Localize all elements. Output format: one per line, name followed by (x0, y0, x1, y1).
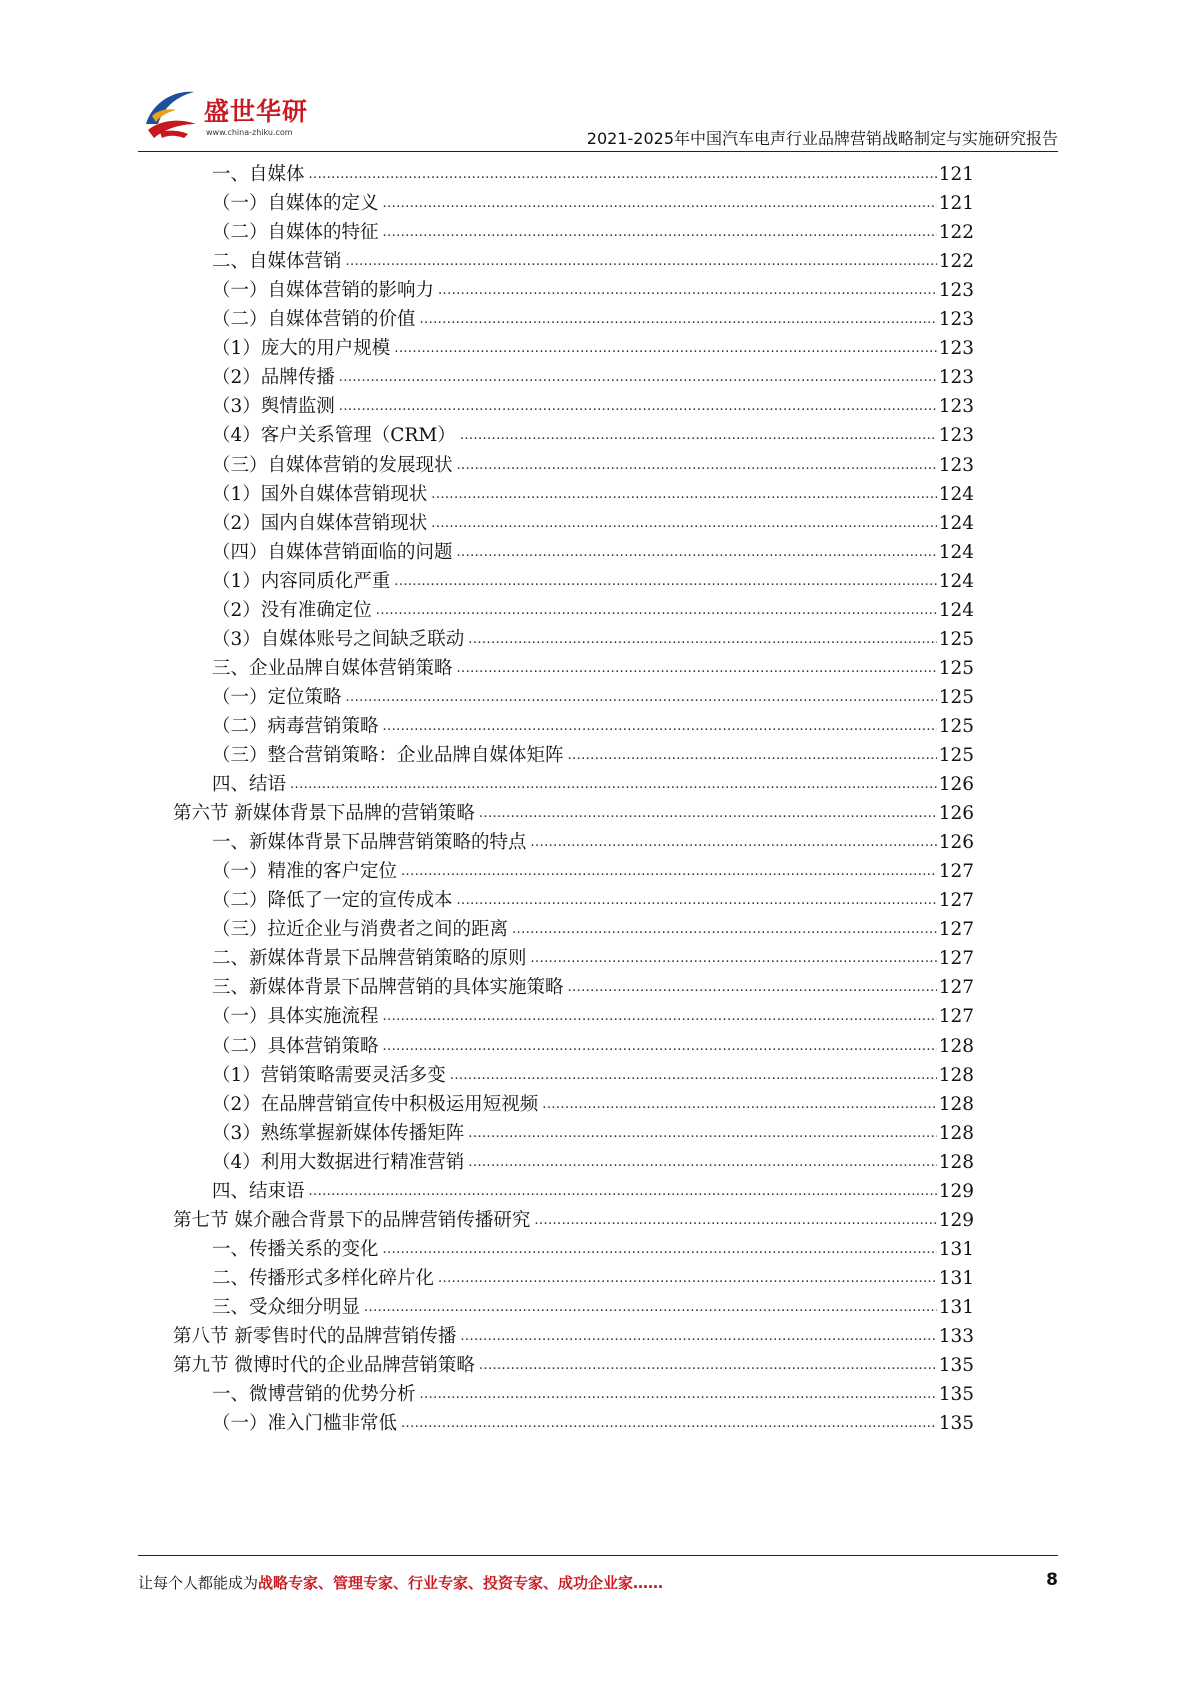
page-number: 8 (1046, 1570, 1058, 1590)
toc-dot-leader (457, 538, 937, 567)
toc-entry[interactable] (212, 770, 974, 799)
toc-entry-page: 131 (938, 1268, 974, 1289)
toc-entry-page: 127 (938, 1006, 974, 1027)
toc-dot-leader (383, 1032, 937, 1061)
toc-entry-title: （一）自媒体营销的影响力 (212, 280, 435, 301)
toc-entry[interactable] (212, 1119, 974, 1148)
toc-dot-leader (401, 857, 937, 886)
toc-dot-leader (568, 741, 937, 770)
toc-dot-leader (420, 305, 937, 334)
toc-dot-leader (457, 451, 937, 480)
toc-entry-title: 二、自媒体营销 (212, 251, 342, 272)
toc-entry[interactable] (212, 828, 974, 857)
toc-entry-page: 129 (938, 1210, 974, 1231)
toc-entry[interactable] (212, 160, 974, 189)
toc-dot-leader (431, 480, 936, 509)
toc-entry-page: 124 (938, 513, 974, 534)
toc-entry[interactable] (212, 247, 974, 276)
toc-dot-leader (531, 944, 937, 973)
toc-entry[interactable] (212, 509, 974, 538)
page-header (138, 78, 1058, 150)
toc-entry-page: 127 (938, 890, 974, 911)
toc-entry-title: （二）病毒营销策略 (212, 716, 379, 737)
toc-entry[interactable] (212, 1177, 974, 1206)
toc-entry-title: 一、传播关系的变化 (212, 1239, 379, 1260)
header-divider (138, 151, 1058, 152)
toc-entry-title: （一）精准的客户定位 (212, 861, 398, 882)
toc-entry[interactable] (212, 944, 974, 973)
toc-dot-leader (309, 160, 937, 189)
toc-entry-title: （二）自媒体的特征 (212, 222, 379, 243)
toc-dot-leader (383, 1002, 937, 1031)
toc-entry-title: （二）降低了一定的宣传成本 (212, 890, 453, 911)
toc-entry-page: 133 (938, 1326, 974, 1347)
toc-entry-title: （三）自媒体营销的发展现状 (212, 455, 453, 476)
toc-entry-page: 128 (938, 1065, 974, 1086)
toc-entry-title: （1）内容同质化严重 (212, 571, 391, 592)
toc-dot-leader (383, 189, 937, 218)
toc-entry-page: 121 (938, 193, 974, 214)
toc-dot-leader (512, 915, 937, 944)
toc-entry-page: 123 (938, 309, 974, 330)
toc-entry-title: 一、新媒体背景下品牌营销策略的特点 (212, 832, 527, 853)
toc-entry[interactable] (212, 886, 974, 915)
toc-entry-page: 126 (938, 774, 974, 795)
toc-entry-page: 124 (938, 600, 974, 621)
logo-website: www.china-zhiku.com (206, 128, 293, 137)
toc-dot-leader (420, 1380, 937, 1409)
company-logo (138, 78, 308, 146)
toc-entry[interactable] (212, 363, 974, 392)
toc-entry[interactable] (212, 334, 974, 363)
toc-dot-leader (438, 276, 937, 305)
toc-entry-page: 127 (938, 977, 974, 998)
toc-entry-title: 四、结束语 (212, 1181, 305, 1202)
toc-entry[interactable] (212, 857, 974, 886)
toc-entry-title: 四、结语 (212, 774, 287, 795)
toc-entry-page: 135 (938, 1355, 974, 1376)
toc-entry-page: 123 (938, 396, 974, 417)
toc-entry[interactable] (212, 567, 974, 596)
footer-divider (138, 1555, 1058, 1556)
toc-entry-title: （三）拉近企业与消费者之间的距离 (212, 919, 509, 940)
toc-entry-page: 135 (938, 1413, 974, 1434)
toc-dot-leader (401, 1409, 937, 1438)
toc-entry-title: 第八节 新零售时代的品牌营销传播 (173, 1326, 457, 1347)
toc-dot-leader (394, 334, 936, 363)
toc-entry[interactable] (212, 451, 974, 480)
toc-entry-title: （一）定位策略 (212, 687, 342, 708)
toc-entry-title: 第六节 新媒体背景下品牌的营销策略 (173, 803, 475, 824)
toc-entry[interactable] (212, 1002, 974, 1031)
toc-entry-page: 125 (938, 745, 974, 766)
toc-entry-title: （3）熟练掌握新媒体传播矩阵 (212, 1123, 465, 1144)
toc-entry[interactable] (212, 218, 974, 247)
toc-entry-page: 126 (938, 803, 974, 824)
toc-entry-title: （4）客户关系管理（CRM） (212, 425, 456, 446)
toc-entry[interactable] (212, 538, 974, 567)
toc-entry-title: 一、微博营销的优势分析 (212, 1384, 416, 1405)
toc-entry-title: （三）整合营销策略：企业品牌自媒体矩阵 (212, 745, 564, 766)
toc-entry-page: 128 (938, 1123, 974, 1144)
toc-entry[interactable] (212, 625, 974, 654)
slogan-highlight: 战略专家、管理专家、行业专家、投资专家、成功企业家…… (258, 1574, 664, 1592)
toc-entry-title: （3）自媒体账号之间缺乏联动 (212, 629, 465, 650)
logo-emblem-icon (138, 80, 202, 144)
toc-dot-leader (309, 1177, 937, 1206)
toc-entry-title: （2）没有准确定位 (212, 600, 372, 621)
toc-dot-leader (468, 1119, 936, 1148)
toc-entry[interactable] (212, 712, 974, 741)
toc-entry-title: 第九节 微博时代的企业品牌营销策略 (173, 1355, 475, 1376)
toc-entry[interactable] (212, 1032, 974, 1061)
toc-entry-title: 一、自媒体 (212, 164, 305, 185)
toc-entry[interactable] (212, 392, 974, 421)
toc-entry-title: （二）自媒体营销的价值 (212, 309, 416, 330)
toc-entry-page: 128 (938, 1152, 974, 1173)
toc-dot-leader (346, 683, 937, 712)
document-title: 2021-2025年中国汽车电声行业品牌营销战略制定与实施研究报告 (586, 129, 1058, 148)
toc-entry[interactable] (212, 1235, 974, 1264)
toc-dot-leader (479, 799, 937, 828)
toc-dot-leader (450, 1061, 937, 1090)
toc-entry[interactable] (212, 1061, 974, 1090)
toc-entry-title: 三、新媒体背景下品牌营销的具体实施策略 (212, 977, 564, 998)
toc-entry[interactable] (212, 596, 974, 625)
toc-entry[interactable] (212, 305, 974, 334)
toc-entry[interactable] (212, 1264, 974, 1293)
toc-entry-page: 124 (938, 571, 974, 592)
toc-dot-leader (542, 1090, 936, 1119)
toc-entry-title: （2）品牌传播 (212, 367, 335, 388)
toc-entry-title: （四）自媒体营销面临的问题 (212, 542, 453, 563)
toc-entry-page: 122 (938, 251, 974, 272)
toc-entry[interactable] (212, 1148, 974, 1177)
toc-entry-title: （1）庞大的用户规模 (212, 338, 391, 359)
toc-dot-leader (479, 1351, 937, 1380)
toc-entry[interactable] (212, 480, 974, 509)
toc-entry[interactable] (212, 421, 974, 450)
toc-dot-leader (460, 421, 937, 450)
toc-entry-page: 123 (938, 425, 974, 446)
toc-entry[interactable] (212, 973, 974, 1002)
toc-entry-page: 124 (938, 484, 974, 505)
toc-entry-title: 二、新媒体背景下品牌营销策略的原则 (212, 948, 527, 969)
toc-entry-page: 135 (938, 1384, 974, 1405)
toc-entry-title: （4）利用大数据进行精准营销 (212, 1152, 465, 1173)
toc-entry-page: 131 (938, 1239, 974, 1260)
toc-entry-title: （1）国外自媒体营销现状 (212, 484, 428, 505)
toc-entry-page: 125 (938, 629, 974, 650)
toc-entry-page: 123 (938, 280, 974, 301)
toc-entry[interactable] (212, 683, 974, 712)
toc-entry-title: （一）准入门槛非常低 (212, 1413, 398, 1434)
toc-entry-title: 三、受众细分明显 (212, 1297, 361, 1318)
toc-entry-title: 二、传播形式多样化碎片化 (212, 1268, 435, 1289)
toc-entry-title: （2）国内自媒体营销现状 (212, 513, 428, 534)
toc-entry[interactable] (212, 741, 974, 770)
toc-entry-page: 127 (938, 919, 974, 940)
toc-entry-page: 128 (938, 1094, 974, 1115)
toc-entry[interactable] (212, 654, 974, 683)
toc-entry-page: 123 (938, 455, 974, 476)
toc-dot-leader (457, 886, 937, 915)
toc-dot-leader (457, 654, 937, 683)
toc-entry[interactable] (173, 1206, 974, 1235)
toc-dot-leader (376, 596, 937, 625)
toc-entry[interactable] (173, 799, 974, 828)
toc-entry[interactable] (212, 1090, 974, 1119)
toc-entry-title: （3）舆情监测 (212, 396, 335, 417)
toc-entry-page: 121 (938, 164, 974, 185)
toc-entry-page: 122 (938, 222, 974, 243)
slogan-prefix: 让每个人都能成为 (138, 1574, 259, 1592)
toc-entry-page: 125 (938, 687, 974, 708)
toc-entry[interactable] (173, 1322, 974, 1351)
toc-entry-title: 第七节 媒介融合背景下的品牌营销传播研究 (173, 1210, 531, 1231)
toc-entry-title: （一）自媒体的定义 (212, 193, 379, 214)
logo-brand-name: 盛世华研 (204, 97, 309, 126)
toc-entry-title: （二）具体营销策略 (212, 1036, 379, 1057)
toc-dot-leader (383, 1235, 937, 1264)
toc-entry-page: 125 (938, 658, 974, 679)
toc-dot-leader (438, 1264, 937, 1293)
toc-dot-leader (346, 247, 937, 276)
toc-entry[interactable] (212, 1409, 974, 1438)
toc-dot-leader (468, 1148, 936, 1177)
toc-entry-page: 127 (938, 861, 974, 882)
toc-entry-page: 123 (938, 367, 974, 388)
toc-dot-leader (339, 392, 937, 421)
toc-entry[interactable] (212, 1293, 974, 1322)
toc-entry-page: 131 (938, 1297, 974, 1318)
toc-entry[interactable] (212, 1380, 974, 1409)
toc-dot-leader (290, 770, 937, 799)
toc-entry-page: 125 (938, 716, 974, 737)
toc-entry-title: （2）在品牌营销宣传中积极运用短视频 (212, 1094, 539, 1115)
toc-dot-leader (383, 218, 937, 247)
toc-entry-page: 127 (938, 948, 974, 969)
toc-dot-leader (364, 1293, 937, 1322)
toc-entry[interactable] (212, 276, 974, 305)
toc-entry[interactable] (212, 915, 974, 944)
toc-dot-leader (339, 363, 937, 392)
toc-entry-page: 128 (938, 1036, 974, 1057)
toc-dot-leader (534, 1206, 936, 1235)
toc-entry-title: （一）具体实施流程 (212, 1006, 379, 1027)
toc-dot-leader (468, 625, 936, 654)
toc-entry-title: （1）营销策略需要灵活多变 (212, 1065, 446, 1086)
toc-dot-leader (394, 567, 936, 596)
toc-dot-leader (531, 828, 937, 857)
toc-entry-title: 三、企业品牌自媒体营销策略 (212, 658, 453, 679)
toc-entry-page: 124 (938, 542, 974, 563)
toc-entry-page: 123 (938, 338, 974, 359)
toc-dot-leader (383, 712, 937, 741)
toc-dot-leader (568, 973, 937, 1002)
toc-entry-page: 126 (938, 832, 974, 853)
toc-dot-leader (431, 509, 936, 538)
toc-entry[interactable] (212, 189, 974, 218)
toc-dot-leader (460, 1322, 936, 1351)
toc-entry[interactable] (173, 1351, 974, 1380)
footer-slogan (138, 1572, 663, 1593)
toc-entry-page: 129 (938, 1181, 974, 1202)
